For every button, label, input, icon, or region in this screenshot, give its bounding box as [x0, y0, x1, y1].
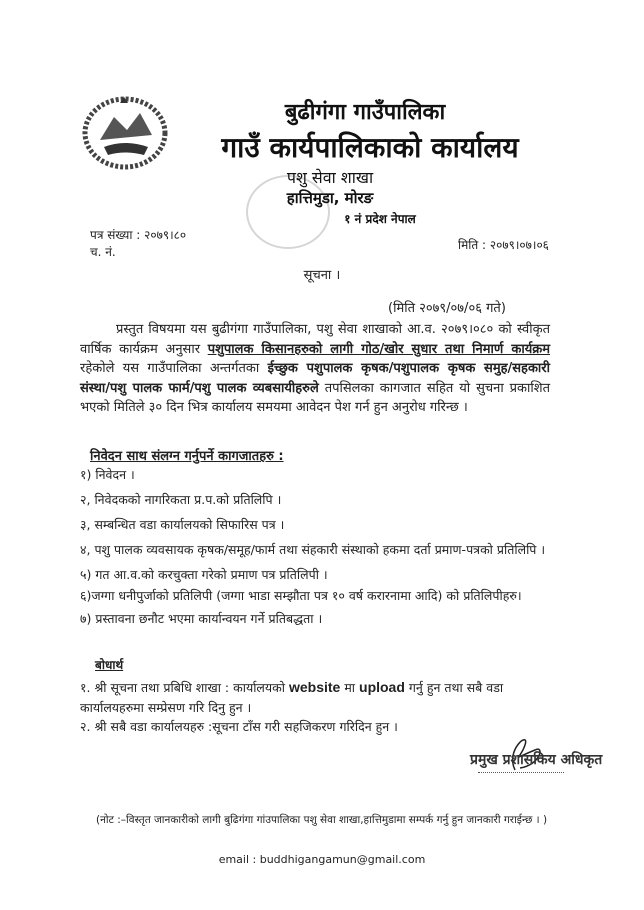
cc-text: १. श्री सूचना तथा प्रबिधि शाखा : कार्यालयको	[80, 680, 289, 695]
nepal-emblem-logo	[82, 95, 168, 170]
office-name: गाउँ कार्यपालिकाको कार्यालय	[221, 131, 519, 164]
municipality-name: बुढीगंगा गाउँपालिका	[284, 100, 446, 125]
list-item: ३, सम्बन्धित वडा कार्यालयको सिफारिस पत्र ।	[80, 517, 285, 532]
cc-heading: बोधार्थ	[95, 658, 124, 672]
location: हात्तिमुडा, मोरङ	[286, 189, 374, 207]
province: १ नं प्रदेश नेपाल	[344, 212, 416, 226]
contact-email: email : buddhigangamun@gmail.com	[218, 853, 426, 866]
branch-name: पशु सेवा शाखा	[286, 168, 374, 187]
notice-title: सूचना ।	[303, 268, 341, 283]
list-item: ४, पशु पालक व्यवसायक कृषक/समूह/फार्म तथा संहकारी संस्थाको हकमा दर्ता प्रमाण-पत्रको प्रतिलिपि ।	[80, 542, 546, 557]
footer-note: (नोट :–विस्तृत जानकारीको लागी बुढिगंगा गांउपालिका पशु सेवा शाखा,हात्तिमुडामा सम्पर्क गर्नु हुन जानकारी गराईन्छ । )	[96, 814, 548, 826]
body-text: प्रस्तुत विषयमा यस बुढीगंगा गाउँपालिका, पशु सेवा शाखाको आ.व. २०७९।०८० को स्वीकृत वार्षिक कार्यक्रम अनुसार	[80, 322, 550, 357]
list-item: ५) गत आ.व.को करचुक्ता गरेको प्रमाण पत्र प्रतिलिपी ।	[80, 567, 328, 582]
list-item: १) निवेदन ।	[80, 467, 135, 482]
letter-date: मिति : २०७९।०७।०६	[458, 238, 549, 252]
letter-number: पत्र संख्या : २०७९।८०	[90, 228, 187, 242]
body-text: रहेकोले यस गाउँपालिका अन्तर्गतका	[80, 361, 268, 376]
notice-body	[80, 320, 550, 418]
notice-date: (मिति २०७९/०७/०६ गते)	[388, 301, 506, 316]
cc-text: मा	[340, 680, 360, 695]
website-word: website	[288, 679, 341, 695]
upload-word: upload	[359, 679, 405, 695]
list-item: ६)जग्गा धनीपुर्जाको प्रतिलिपी (जग्गा भाडा सम्झौता पत्र १० वर्ष करारनामा आदि) को प्रतिलिपीहरु।	[80, 588, 522, 603]
cc-item	[80, 678, 550, 717]
cc-list	[80, 678, 550, 737]
list-item: ७) प्रस्तावना छनौट भएमा कार्यान्वयन गर्ने प्रतिबद्धता ।	[80, 611, 323, 626]
dispatch-number: च. नं.	[90, 245, 116, 259]
signatory-title: प्रमुख प्रशासकिय अधिकृत	[470, 752, 603, 768]
signature-line	[478, 772, 564, 773]
cc-item: २. श्री सबै वडा कार्यालयहरु :सूचना टाँस गरी सहजिकरण गरिदिन हुन ।	[80, 719, 398, 734]
eligible-applicants: ईच्छुक पशुपालक कृषक/पशुपालक कृषक समुह/सहकारी संस्था/पशु पालक फार्म/पशु पालक व्यबसायीहरुले	[80, 361, 550, 396]
documents-heading: निवेदन साथ संलग्न गर्नुपर्ने कागजातहरु :	[90, 449, 284, 464]
cc-text: गर्नु हुन तथा सबै वडा कार्यालयहरुमा सम्प्रेसण गरि दिनु हुन ।	[80, 680, 504, 715]
documents-list	[80, 465, 550, 628]
office-stamp	[246, 175, 330, 249]
program-name: पशुपालक किसानहरुको लागी गोठ/खोर सुधार तथा निमार्ण कार्यक्रम	[207, 341, 550, 357]
body-text: तपसिलका कागजात सहित यो सुचना प्रकाशित भएको मितिले ३० दिन भित्र कार्यालय समयमा आवेदन पेश गर्न हुन अनुरोध गरिन्छ ।	[80, 380, 551, 415]
list-item: २, निवेदकको नागरिकता प्र.प.को प्रतिलिपि ।	[80, 492, 282, 507]
